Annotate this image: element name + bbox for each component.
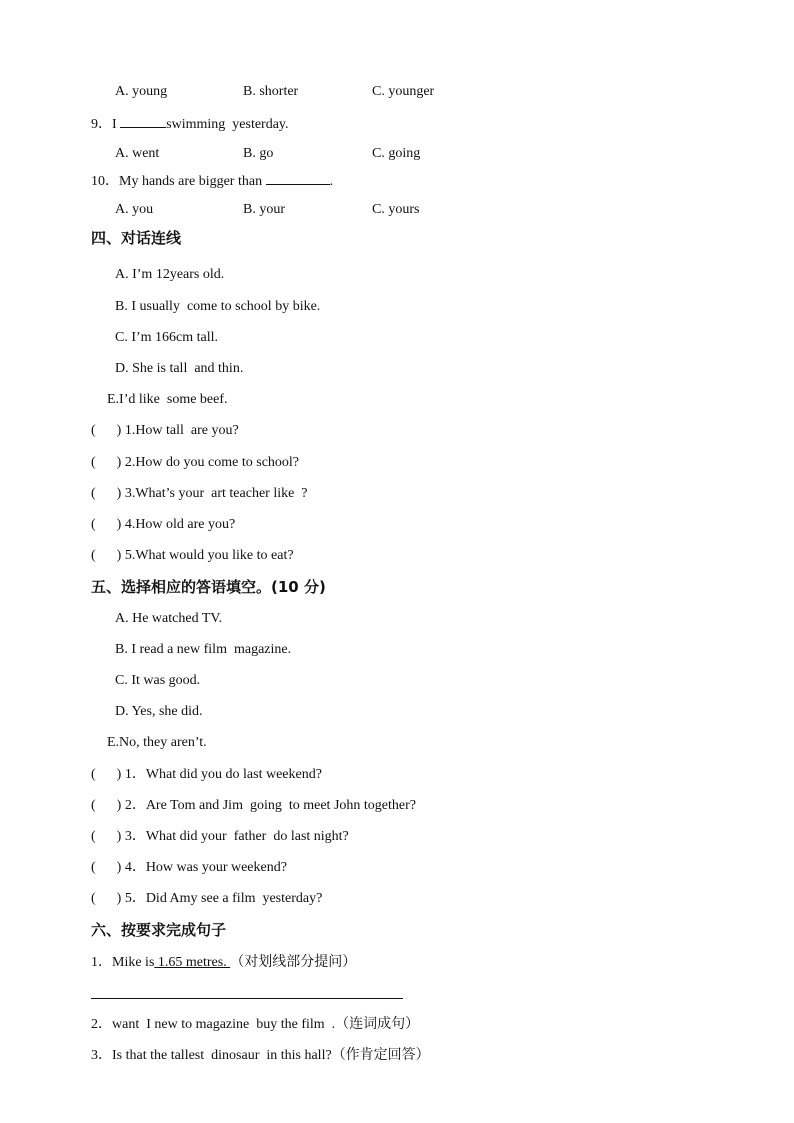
q9-option-a: A. went (115, 146, 160, 161)
section-6-title: 六、按要求完成句子 (91, 921, 227, 939)
sec6-sentence-1 (91, 953, 356, 972)
q10-option-a: A. you (115, 202, 154, 217)
sec5-question-4[interactable]: ( ) 4．How was your weekend? (91, 860, 287, 875)
sec6-s3-text: 3．Is that the tallest dinosaur in this hall? (91, 1048, 332, 1063)
sec6-s1-note: （对划线部分提问） (230, 954, 357, 970)
q8-option-b: B. shorter (243, 84, 299, 99)
sec5-answer-b: B. I read a new film magazine. (115, 642, 292, 657)
answer-line[interactable] (91, 998, 403, 999)
sec5-question-5[interactable]: ( ) 5．Did Amy see a film yesterday? (91, 891, 323, 906)
q10-blank[interactable] (266, 171, 330, 185)
sec5-answer-e: E.No, they aren’t. (107, 735, 207, 750)
q9-number: 9．I (91, 117, 117, 132)
section-5-title: 五、选择相应的答语填空。(10 分) (91, 578, 326, 596)
sec6-s2-text: 2．want I new to magazine buy the film . (91, 1017, 336, 1032)
sec6-sentence-3 (91, 1046, 430, 1065)
q8-option-a: A. young (115, 84, 168, 99)
sec4-answer-b: B. I usually come to school by bike. (115, 299, 321, 314)
q10-stem (91, 171, 333, 191)
q10-option-c: C. yours (372, 202, 420, 217)
sec4-question-2[interactable]: ( ) 2.How do you come to school? (91, 455, 300, 470)
sec5-question-1[interactable]: ( ) 1．What did you do last weekend? (91, 767, 322, 782)
q8-option-c: C. younger (372, 84, 435, 99)
q9-stem (91, 114, 289, 134)
section-4-title: 四、对话连线 (91, 229, 182, 247)
sec5-answer-d: D. Yes, she did. (115, 704, 203, 719)
sec6-s2-note: （连词成句） (335, 1016, 420, 1032)
sec5-question-3[interactable]: ( ) 3．What did your father do last night? (91, 829, 349, 844)
sec6-s3-note: （作肯定回答） (331, 1047, 430, 1063)
sec5-answer-a: A. He watched TV. (115, 611, 223, 626)
sec4-question-3[interactable]: ( ) 3.What’s your art teacher like ? (91, 486, 308, 501)
q10-text: 10．My hands are bigger than (91, 174, 263, 189)
q10-option-b: B. your (243, 202, 285, 217)
q9-blank[interactable] (120, 114, 166, 128)
q10-end: . (329, 174, 334, 189)
sec4-question-5[interactable]: ( ) 5.What would you like to eat? (91, 548, 294, 563)
sec4-question-4[interactable]: ( ) 4.How old are you? (91, 517, 236, 532)
q9-option-c: C. going (372, 146, 421, 161)
sec4-answer-d: D. She is tall and thin. (115, 361, 244, 376)
sec5-question-2[interactable]: ( ) 2．Are Tom and Jim going to meet John together? (91, 798, 416, 813)
sec5-answer-c: C. It was good. (115, 673, 201, 688)
sec6-sentence-2 (91, 1015, 419, 1034)
sec4-answer-a: A. I’m 12years old. (115, 267, 225, 282)
q9-option-b: B. go (243, 146, 274, 161)
sec6-s1-underlined: 1.65 metres. (154, 955, 231, 970)
sec4-answer-e: E.I’d like some beef. (107, 392, 228, 407)
sec4-answer-c: C. I’m 166cm tall. (115, 330, 219, 345)
q9-after: swimming yesterday. (166, 117, 289, 132)
sec6-s1-pre: 1．Mike is (91, 955, 155, 970)
sec4-question-1[interactable]: ( ) 1.How tall are you? (91, 423, 239, 438)
